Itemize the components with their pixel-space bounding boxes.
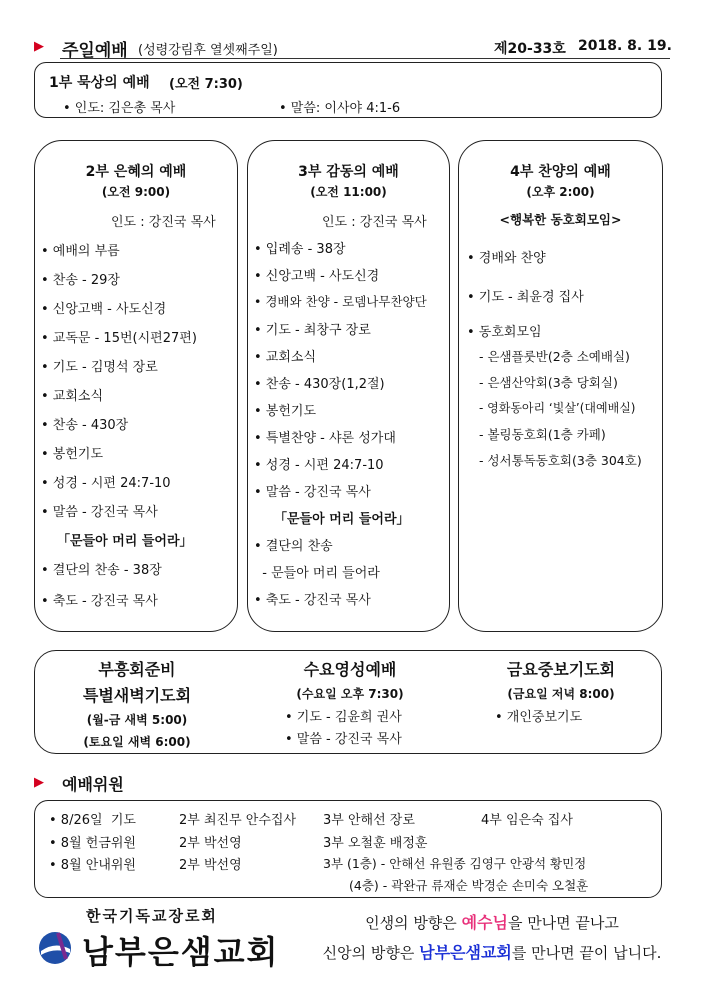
arrow-icon: ▶ (34, 775, 44, 790)
club-item: - 성서통독동호회(3층 304호) (479, 453, 642, 468)
service2-title: 2부 은혜의 예배 (85, 164, 187, 180)
service2-time: (오전 9:00) (101, 185, 171, 199)
committee-cell: 3부 오철훈 배정훈 (323, 836, 428, 851)
club-item: - 영화동아리 ‘빛살’(대예배실) (479, 401, 636, 415)
service3-sermon-title: 「문들아 머리 들어라」 (274, 512, 410, 527)
meeting2-title: 수요영성예배 (303, 660, 397, 679)
service4-title: 4부 찬양의 예배 (510, 164, 611, 180)
service3-leader: 인도 : 강진국 목사 (322, 215, 427, 230)
committee-box (34, 800, 662, 898)
committee-cell: 3부 안해선 장로 (323, 813, 415, 828)
service2-leader: 인도 : 강진국 목사 (111, 215, 216, 230)
committee-heading (34, 772, 234, 794)
church-logo (36, 905, 306, 975)
slogan-line-1: 인생의 방향은 예수님을 만나면 끝나고 (365, 913, 619, 932)
committee-cell: 2부 최진무 안수집사 (179, 813, 296, 828)
meeting1-title1: 부흥회준비 (98, 660, 176, 679)
service2-item: • 신앙고백 - 사도신경 (41, 302, 167, 317)
service2-item: • 말씀 - 강진국 목사 (41, 505, 158, 520)
service4-time: (오후 2:00) (526, 185, 595, 199)
committee-cell: (4층) - 곽완규 류재순 박경순 손미숙 오철훈 (349, 878, 589, 893)
page-title: 주일예배 (62, 41, 128, 61)
meeting3-item: • 개인중보기도 (495, 710, 583, 725)
service3-item: • 특별찬양 - 샤론 성가대 (254, 431, 396, 446)
service3-item: • 봉헌기도 (254, 404, 317, 419)
service3-item: • 교회소식 (254, 350, 317, 365)
committee-cell: • 8월 안내위원 (49, 858, 136, 873)
weekday-meetings-box (34, 650, 662, 754)
service2-item: • 찬송 - 430장 (41, 418, 129, 433)
committee-cell: • 8/26일 기도 (49, 813, 136, 828)
service3-item: - 문들아 머리 들어라 (254, 566, 380, 581)
committee-cell: • 8월 헌금위원 (49, 836, 136, 851)
committee-cell: 3부 (1층) - 안해선 유원종 김영구 안광석 황민정 (323, 856, 587, 871)
committee-cell: 2부 박선영 (179, 836, 242, 851)
meeting3-title: 금요중보기도회 (506, 660, 616, 679)
footer-slogan (312, 910, 672, 963)
page-subtitle: (성령강림후 열셋째주일) (138, 43, 278, 58)
service2-item: • 축도 - 강진국 목사 (41, 594, 158, 609)
service1-time: (오전 7:30) (169, 77, 243, 92)
service2-item: • 성경 - 시편 24:7-10 (41, 476, 171, 491)
service2-item: • 찬송 - 29장 (41, 273, 120, 288)
slogan-line-2: 신앙의 방향은 남부은샘교회를 만나면 끝이 납니다. (322, 943, 662, 962)
service2-item: • 교회소식 (41, 389, 104, 404)
service2-item: • 교독문 - 15번(시편27편) (41, 331, 197, 346)
committee-title: 예배위원 (62, 775, 124, 794)
service4-item: • 동호회모임 (467, 325, 542, 340)
church-emblem-icon (36, 929, 74, 967)
committee-cell: 2부 박선영 (179, 858, 242, 873)
issue-date: 2018. 8. 19. (578, 38, 672, 54)
church-name: 남부은샘교회 (82, 933, 280, 971)
club-item: - 은샘산악회(3층 당회실) (479, 375, 618, 390)
service4-item: • 경배와 찬양 (467, 251, 546, 266)
issue-number: 제20-33호 (494, 41, 566, 57)
service3-item: • 축도 - 강진국 목사 (254, 593, 371, 608)
meeting3-time: (금요일 저녁 8:00) (507, 687, 615, 701)
service2-box (34, 140, 238, 632)
meeting1-title2: 특별새벽기도회 (82, 686, 192, 705)
club-item: - 은샘플룻반(2층 소예배실) (479, 349, 630, 364)
service1-leader: • 인도: 김은총 목사 (63, 101, 176, 116)
meeting1-time1: (월-금 새벽 5:00) (86, 713, 188, 727)
service3-item: • 성경 - 시편 24:7-10 (254, 458, 384, 473)
service4-item: • 기도 - 최윤경 집사 (467, 290, 584, 305)
committee-cell: 4부 임은숙 집사 (481, 813, 573, 828)
service3-item: • 결단의 찬송 (254, 539, 333, 554)
meeting2-item: • 기도 - 김윤희 권사 (285, 710, 402, 725)
service3-item: • 경배와 찬양 - 로뎀나무찬양단 (254, 294, 427, 309)
service1-box (34, 62, 662, 118)
header-rule (60, 58, 670, 59)
service3-item: • 찬송 - 430장(1,2절) (254, 377, 385, 392)
service4-subtitle: <행복한 동호회모임> (499, 212, 622, 227)
service3-item: • 말씀 - 강진국 목사 (254, 485, 371, 500)
meeting1-time2: (토요일 새벽 6:00) (83, 735, 191, 749)
service2-item: • 결단의 찬송 - 38장 (41, 563, 162, 578)
arrow-icon: ▶ (34, 39, 44, 54)
service3-item: • 입례송 - 38장 (254, 242, 346, 257)
service3-item: • 기도 - 최창구 장로 (254, 323, 371, 338)
service2-item: • 봉헌기도 (41, 447, 104, 462)
service2-sermon-title: 「문들아 머리 들어라」 (57, 534, 193, 549)
service2-item: • 기도 - 김명석 장로 (41, 360, 158, 375)
meeting2-time: (수요일 오후 7:30) (296, 687, 404, 701)
header (34, 36, 674, 61)
slogan-highlight: 남부은샘교회 (419, 943, 512, 962)
service3-item: • 신앙고백 - 사도신경 (254, 269, 380, 284)
service3-time: (오전 11:00) (310, 185, 387, 199)
service2-item: • 예배의 부름 (41, 244, 120, 259)
service1-title: 1부 묵상의 예배 (49, 75, 150, 91)
service1-sermon: • 말씀: 이사야 4:1-6 (279, 101, 401, 116)
service4-box (458, 140, 663, 632)
service3-box (247, 140, 450, 632)
club-item: - 볼링동호회(1층 카페) (479, 427, 606, 442)
denomination-name: 한국기독교장로회 (86, 907, 218, 925)
meeting2-item: • 말씀 - 강진국 목사 (285, 732, 402, 747)
service3-title: 3부 감동의 예배 (298, 164, 399, 180)
slogan-highlight: 예수님 (461, 913, 508, 932)
